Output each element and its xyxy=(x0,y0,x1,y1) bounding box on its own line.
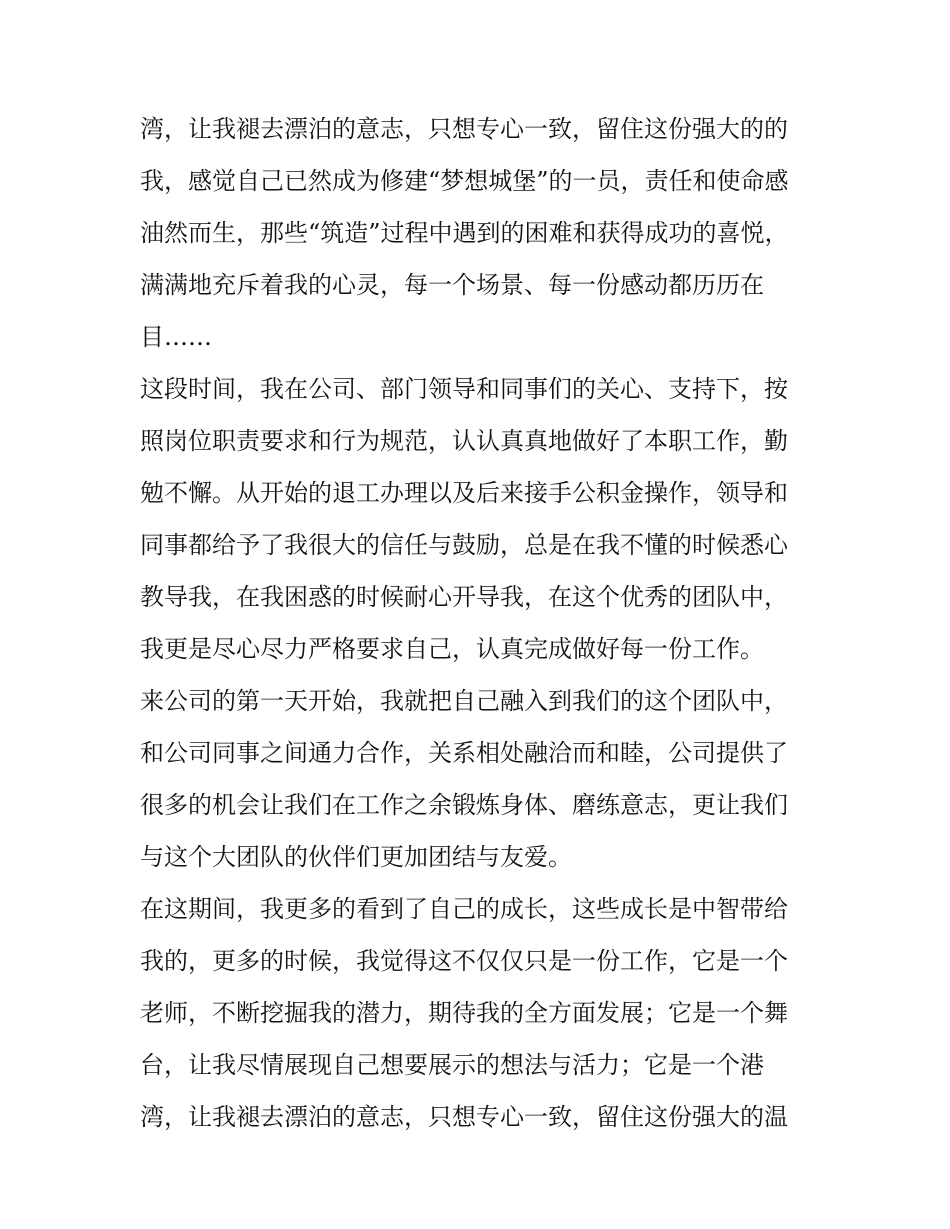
text-line-10: 教导我，在我困惑的时候耐心开导我，在这个优秀的团队中， xyxy=(140,583,788,611)
text-line-7: 照岗位职责要求和行为规范，认认真真地做好了本职工作，勤 xyxy=(140,427,788,455)
text-line-19: 台，让我尽情展现自己想要展示的想法与活力；它是一个港 xyxy=(140,1051,764,1079)
text-line-4: 满满地充斥着我的心灵，每一个场景、每一份感动都历历在 xyxy=(140,271,764,299)
text-line-17: 我的，更多的时候，我觉得这不仅仅只是一份工作，它是一个 xyxy=(140,947,788,975)
text-line-6: 这段时间，我在公司、部门领导和同事们的关心、支持下，按 xyxy=(140,375,788,403)
text-line-12: 来公司的第一天开始，我就把自己融入到我们的这个团队中， xyxy=(140,687,788,715)
text-line-1: 湾，让我褪去漂泊的意志，只想专心一致，留住这份强大的的 xyxy=(140,115,788,143)
text-line-9: 同事都给予了我很大的信任与鼓励，总是在我不懂的时候悉心 xyxy=(140,531,788,559)
text-line-15: 与这个大团队的伙伴们更加团结与友爱。 xyxy=(140,843,572,871)
text-line-3: 油然而生，那些“筑造”过程中遇到的困难和获得成功的喜悦， xyxy=(140,219,789,247)
text-line-18: 老师，不断挖掘我的潜力，期待我的全方面发展；它是一个舞 xyxy=(140,999,788,1027)
text-line-11: 我更是尽心尽力严格要求自己，认真完成做好每一份工作。 xyxy=(140,635,764,663)
text-line-13: 和公司同事之间通力合作，关系相处融洽而和睦，公司提供了 xyxy=(140,739,788,767)
text-line-20: 湾，让我褪去漂泊的意志，只想专心一致，留住这份强大的温 xyxy=(140,1103,788,1131)
text-line-16: 在这期间，我更多的看到了自己的成长，这些成长是中智带给 xyxy=(140,895,788,923)
text-line-8: 勉不懈。从开始的退工办理以及后来接手公积金操作，领导和 xyxy=(140,479,788,507)
text-line-2: 我，感觉自己已然成为修建“梦想城堡”的一员，责任和使命感 xyxy=(140,167,789,195)
text-line-14: 很多的机会让我们在工作之余锻炼身体、磨练意志，更让我们 xyxy=(140,791,788,819)
text-line-5: 目…… xyxy=(140,323,212,351)
document-body-text xyxy=(140,103,820,1143)
